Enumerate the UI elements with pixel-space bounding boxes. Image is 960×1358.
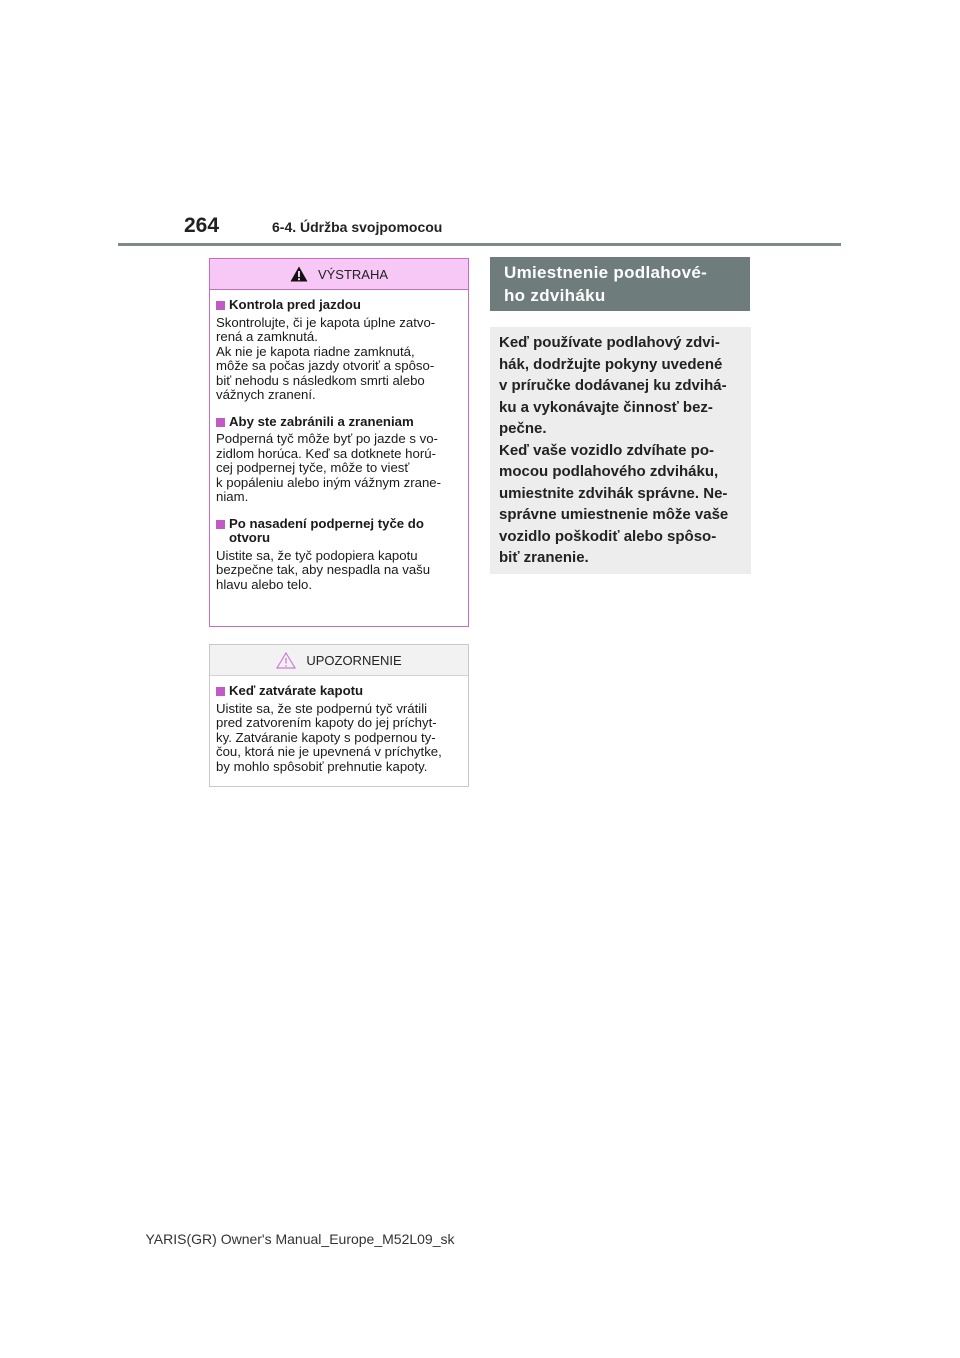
- warning-item: [216, 298, 462, 403]
- warning-item-heading-text: Kontrola pred jazdou: [229, 297, 361, 312]
- caution-item: [216, 684, 462, 774]
- warning-item-heading: [216, 415, 462, 430]
- warning-item-text: Uistite sa, že tyč podopiera kapotu bezpečne tak, aby nespadla na vašu hlavu alebo telo.: [216, 547, 431, 592]
- warning-triangle-icon: [290, 266, 308, 282]
- page-number: 264: [184, 214, 220, 237]
- warning-item: [216, 415, 462, 505]
- warning-item-heading-text: Po nasadení podpernej tyče do otvoru: [229, 515, 424, 545]
- caution-item-text: Uistite sa, že ste podpernú tyč vrátili pred zatvorením kapoty do jej príchyt- ky. Zatváranie kapoty s podpernou ty- čou, ktorá nie je upevnená v príchytke, by mohlo spôsobiť prehnutie kapoty.: [216, 700, 442, 774]
- topic-note: [490, 327, 751, 574]
- footer-text: YARIS(GR) Owner's Manual_Europe_M52L09_sk: [145, 1231, 455, 1247]
- warning-item-text: Podperná tyč môže byť po jazde s vo- zidlom horúca. Keď sa dotknete horú- cej podpernej tyče, môže to viesť k popáleniu alebo iným vážnym zrane- niam.: [216, 431, 442, 504]
- square-bullet-icon: [216, 687, 225, 696]
- warning-item-heading-text: Aby ste zabránili a zraneniam: [229, 413, 414, 429]
- warning-box-body: [210, 290, 468, 612]
- warning-item-heading: [216, 298, 462, 313]
- warning-box: [209, 258, 469, 627]
- warning-item-heading: [216, 517, 462, 546]
- warning-item-text: Skontrolujte, či je kapota úplne zatvo- rená a zamknutá. Ak nie je kapota riadne zamknutá, môže sa počas jazdy otvoriť a spôso- biť nehodu s následkom smrti alebo vážnych zranení.: [216, 314, 436, 402]
- caution-box-body: [210, 676, 468, 794]
- warning-item: [216, 517, 462, 593]
- caution-box: [209, 644, 469, 787]
- warning-box-header: [210, 259, 468, 290]
- caution-item-heading-text: Keď zatvárate kapotu: [229, 683, 364, 698]
- footer: [0, 1231, 960, 1249]
- square-bullet-icon: [216, 301, 225, 310]
- caution-triangle-icon: [276, 652, 296, 669]
- header-rule: [118, 243, 841, 246]
- caution-box-header: [210, 645, 468, 676]
- caution-item-heading: [216, 684, 462, 699]
- section-title: 6-4. Údržba svojpomocou: [272, 219, 443, 235]
- square-bullet-icon: [216, 520, 225, 529]
- topic-banner: Umiestnenie podlahové- ho zdviháku: [490, 257, 750, 311]
- warning-box-title: VÝSTRAHA: [317, 266, 389, 282]
- caution-box-title: UPOZORNENIE: [306, 652, 402, 668]
- topic-note-text: Keď používate podlahový zdvi- hák, dodržujte pokyny uvedené v príručke dodávanej ku zdvihá- ku a vykonávajte činnosť bez- pečne. Keď vaše vozidlo zdvíhate po- mocou podlahového zdviháku, umiestnite zdvihák správne. Ne- správne umiestnenie môže vaše vozidlo poškodiť alebo spôso- biť zranenie.: [499, 334, 729, 566]
- square-bullet-icon: [216, 418, 225, 427]
